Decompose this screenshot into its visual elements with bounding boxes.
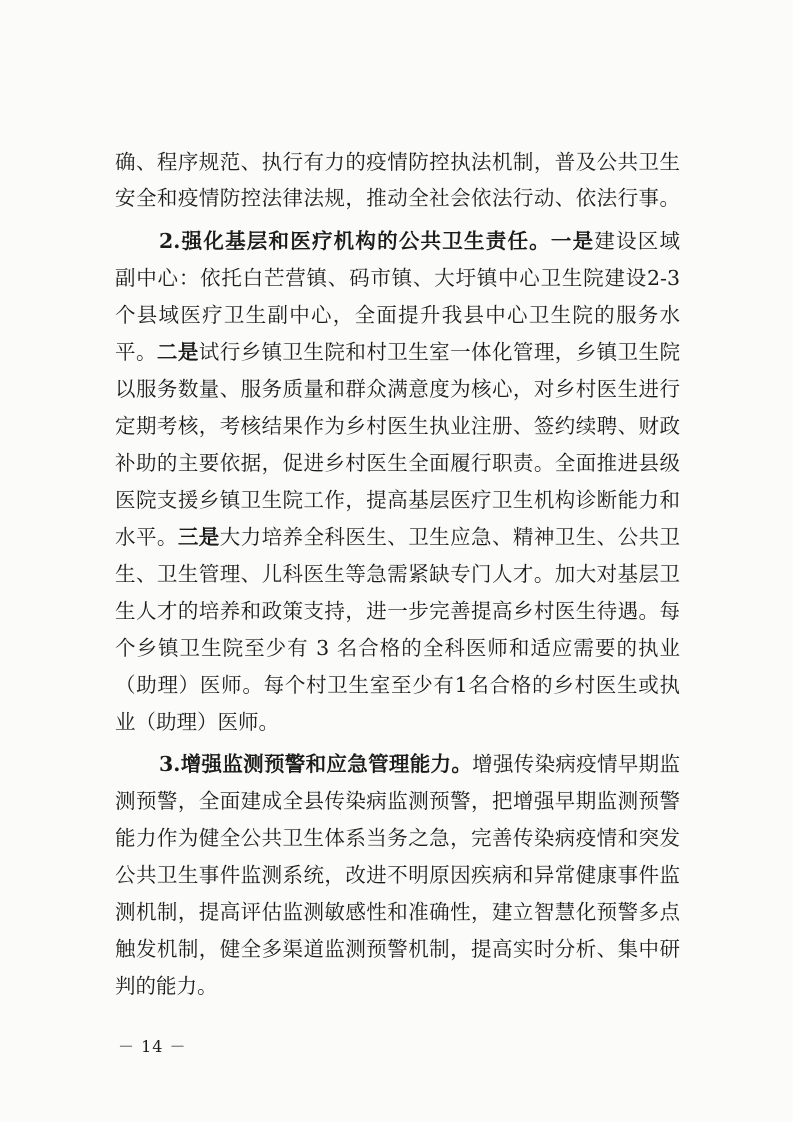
paragraph-line [115,342,680,363]
paragraph-line [115,379,680,400]
section-heading-line [159,231,680,252]
paragraph-line [115,902,680,923]
paragraph-line [115,188,680,209]
page-number: － 14 － [118,1037,187,1056]
line-text: 大力培养全科医生、卫生应急、精神卫生、公共卫 [219,525,681,549]
point-marker: 一是 [550,229,595,253]
paragraph-line [115,564,680,585]
line-text: 个县域医疗卫生副中心，全面提升我县中心卫生院的服务水 [115,303,680,327]
line-text: 判的能力。 [115,974,218,998]
line-text: 个乡镇卫生院至少有 3 名合格的全科医师和适应需要的执业 [115,636,680,660]
line-text: 以服务数量、服务质量和群众满意度为核心，对乡村医生进行 [115,377,680,401]
section-heading-line [159,754,680,775]
paragraph-line [115,712,680,733]
line-text: 平。 [115,340,157,364]
paragraph-line [115,791,680,812]
line-text: 生人才的培养和政策支持，进一步完善提高乡村医生待遇。每 [115,599,680,623]
line-text: 水平。 [115,525,178,549]
line-text: 补助的主要依据，促进乡村医生全面履行职责。全面推进县级 [115,451,680,475]
paragraph-line [115,675,680,696]
section-heading: 3.增强监测预警和应急管理能力。 [159,752,473,776]
line-text: 生、卫生管理、儿科医生等急需紧缺专门人才。加大对基层卫 [115,562,680,586]
paragraph-line [115,152,680,173]
paragraph-line [115,976,680,997]
line-text: 建设区域 [594,229,681,253]
point-marker: 三是 [177,525,220,549]
paragraph-line [115,416,680,437]
line-text: 增强传染病疫情早期监 [472,752,681,776]
paragraph-line [115,268,680,289]
paragraph-line [115,828,680,849]
line-text: 医院支援乡镇卫生院工作，提高基层医疗卫生机构诊断能力和 [115,488,680,512]
point-marker: 二是 [156,340,199,364]
section-heading: 2.强化基层和医疗机构的公共卫生责任。 [159,229,551,253]
line-text: 定期考核，考核结果作为乡村医生执业注册、签约续聘、财政 [115,414,680,438]
line-text: 能力作为健全公共卫生体系当务之急，完善传染病疫情和突发 [115,826,680,850]
paragraph-line [115,453,680,474]
paragraph-line [115,601,680,622]
paragraph-line [115,638,680,659]
paragraph-line [115,305,680,326]
line-text: 业（助理）医师。 [115,710,279,734]
line-text: （助理）医师。每个村卫生室至少有1名合格的乡村医生或执 [115,673,680,697]
line-text: 副中心：依托白芒营镇、码市镇、大圩镇中心卫生院建设2-3 [115,266,680,290]
paragraph-line [115,490,680,511]
line-text: 安全和疫情防控法律法规，推动全社会依法行动、依法行事。 [115,186,680,210]
line-text: 触发机制，健全多渠道监测预警机制，提高实时分析、集中研 [115,937,680,961]
line-text: 测机制，提高评估监测敏感性和准确性，建立智慧化预警多点 [115,900,680,924]
paragraph-line [115,527,680,548]
paragraph-line [115,865,680,886]
paragraph-line [115,939,680,960]
line-text: 试行乡镇卫生院和村卫生室一体化管理，乡镇卫生院 [198,340,681,364]
line-text: 公共卫生事件监测系统，改进不明原因疾病和异常健康事件监 [115,863,680,887]
line-text: 确、程序规范、执行有力的疫情防控执法机制，普及公共卫生 [115,150,680,174]
line-text: 测预警，全面建成全县传染病监测预警，把增强早期监测预警 [115,789,680,813]
